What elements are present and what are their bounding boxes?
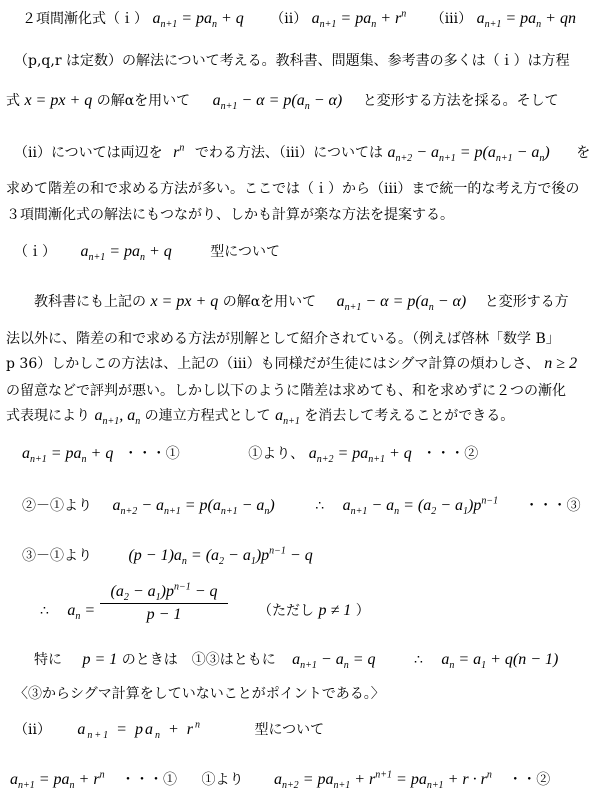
body-formula-eq: x = px + q xyxy=(150,293,219,310)
body-text-1a: 教科書にも上記の xyxy=(34,294,146,310)
section-i-label: （ｉ） xyxy=(14,244,56,260)
eq1-formula: $a_{n+1} = pa_n + q$ xyxy=(22,445,114,466)
formula-diff: $a_{n+2} - a_{n+1} = p(a_{n+1} - a_n)$ xyxy=(387,144,550,165)
equation-2 xyxy=(22,495,609,518)
intro-line-5 xyxy=(6,180,609,198)
ii-eq2-from: ①より xyxy=(201,772,244,788)
eq2-marker: ・・・② xyxy=(422,446,479,462)
eq3-formula: $a_{n+2} - a_{n+1} = p(a_{n+1} - a_n)$ xyxy=(112,497,275,518)
point-note xyxy=(14,685,609,703)
body-text-1b: の解αを用いて xyxy=(222,294,317,310)
intro-heading: ２項間漸化式（ｉ） xyxy=(22,11,148,27)
eq3-result: $a_{n+1} - a_n = (a_2 - a_1)p^{n-1}$ xyxy=(342,495,499,518)
eq5-note-end: ） xyxy=(355,603,370,619)
equation-3 xyxy=(22,545,609,568)
body-formula-transform: $a_{n+1} - \alpha = p(a_n - \alpha)$ xyxy=(336,293,467,314)
section-ii-label: （ii） xyxy=(14,722,51,738)
equation-1 xyxy=(22,445,609,466)
formula-transform: $a_{n+1} - \alpha = p(a_n - \alpha)$ xyxy=(212,92,343,113)
formula-iii: $a_{n+1} = pa_n$ + qn xyxy=(476,10,576,31)
eq6-text-b: のときは ①③はともに xyxy=(121,652,276,668)
body-text-3: p 36）しかしこの方法は、上記の（iii）も同様だが生徒にはシグマ計算の煩わしさ、 xyxy=(6,356,540,372)
eq5-fraction-bar xyxy=(100,603,228,604)
eq6-condition: p = 1 xyxy=(82,651,118,668)
section-i-heading xyxy=(14,243,609,264)
intro-line-1 xyxy=(22,8,609,31)
eq5-therefore: ∴ xyxy=(40,603,49,619)
body-text-1c: と変形する方 xyxy=(484,294,569,310)
body-formula-eliminate: $a_{n+1}$ xyxy=(275,407,300,428)
eq5-note-start: （ただし xyxy=(258,603,314,619)
intro-text-5: 求めて階差の和で求める方法が多い。ここでは（ｉ）から（iii）まで統一的な考え方で後の xyxy=(6,181,580,197)
eq1-marker: ・・・① xyxy=(123,446,180,462)
formula-eq-x: x = px + q xyxy=(24,92,93,109)
eq5-denominator: p − 1 xyxy=(146,606,182,623)
eq3-marker: ・・・③ xyxy=(524,498,581,514)
body-line-3 xyxy=(6,355,609,373)
formula-rn: $r^n$ xyxy=(173,142,185,161)
section-ii-formula: $a_{n+1} = pa_n + r^n$ xyxy=(77,719,202,742)
eq2-from: ①より、 xyxy=(248,446,305,462)
intro-text-4a: （ii）については両辺を xyxy=(14,145,163,161)
formula-ii: $a_{n+1} = pa_n + r^n$ xyxy=(311,8,407,31)
label-iii: （iii） xyxy=(430,11,473,27)
eq6-formula: $a_{n+1} - a_n = q$ xyxy=(292,651,376,672)
body-line-4 xyxy=(6,382,609,400)
section-ii-heading xyxy=(14,719,609,742)
ii-eq1-marker: ・・・① xyxy=(121,772,178,788)
body-line-1 xyxy=(34,293,609,314)
intro-line-4 xyxy=(14,142,609,165)
body-line-5 xyxy=(6,407,609,428)
body-text-5c: を消去して考えることができる。 xyxy=(304,408,515,424)
point-note-text: 〈③からシグマ計算をしていないことがポイントである。〉 xyxy=(14,686,385,702)
eq4-from: ③－①より xyxy=(22,548,92,564)
intro-text-4b: でわる方法、（iii）については xyxy=(194,145,383,161)
body-formula-n-ge-2: n ≥ 2 xyxy=(544,355,578,372)
label-ii: （ii） xyxy=(270,11,308,27)
body-text-4: の留意などで評判が悪い。しかし以下のように階差は求めても、和を求めずに２つの漸化 xyxy=(6,383,566,399)
intro-text-3c: と変形する方法を採る。そして xyxy=(362,93,559,109)
equation-4-note xyxy=(258,602,609,620)
eq2-formula: $a_{n+2} = pa_{n+1} + q$ xyxy=(308,445,412,466)
body-text-5a: 式表現により xyxy=(6,408,90,424)
body-line-2 xyxy=(6,330,609,348)
eq5-condition: p ≠ 1 xyxy=(318,602,352,619)
eq6-result: $a_n = a_1 + q(n - 1)$ xyxy=(441,651,559,672)
ii-eq1-formula: $a_{n+1} = pa_n + r^n$ xyxy=(10,769,105,792)
eq5-lhs: $a_n$ = xyxy=(67,602,96,623)
section-ii-type: 型について xyxy=(254,722,325,738)
body-text-2: 法以外に、階差の和で求める方法が別解として紹介されている。（例えば啓林「数学 B」 xyxy=(6,331,560,347)
eq4-formula: $(p - 1)a_n = (a_2 - a_1)p^{n-1} - q$ xyxy=(128,545,313,568)
body-text-5b: の連立方程式として xyxy=(144,408,271,424)
section-ii-equation xyxy=(10,769,609,792)
intro-line-6 xyxy=(6,206,609,224)
eq5-numerator: $(a_2 - a_1)p^{n-1} - q$ xyxy=(110,581,218,604)
intro-text-3a: 式 xyxy=(6,93,20,109)
intro-text-4c: を xyxy=(576,145,591,161)
intro-text-6: ３項間漸化式の解法にもつながり、しかも計算が楽な方法を提案する。 xyxy=(6,207,454,223)
ii-eq2-marker: ・・② xyxy=(508,772,551,788)
intro-text-3b: の解αを用いて xyxy=(96,93,191,109)
section-i-type: 型について xyxy=(210,244,280,260)
eq3-therefore: ∴ xyxy=(315,498,325,514)
section-i-formula: $a_{n+1} = pa_n + q$ xyxy=(80,243,172,264)
eq3-from: ②－①より xyxy=(22,498,92,514)
body-formula-vars: $a_{n+1}$, $a_n$ xyxy=(94,407,141,428)
eq6-therefore: ∴ xyxy=(413,652,423,668)
intro-text-2: （p,q,r は定数）の解法について考える。教科書、問題集、参考書の多くは（ｉ）は方程 xyxy=(14,53,570,69)
eq6-text-a: 特に xyxy=(34,652,62,668)
intro-line-2 xyxy=(14,52,609,70)
intro-line-3 xyxy=(6,92,609,113)
eq5-fraction xyxy=(100,583,228,624)
equation-5 xyxy=(34,651,609,672)
ii-eq2-formula: $a_{n+2} = pa_{n+1} + r^{n+1} = pa_{n+1} + r \cdot r^n$ xyxy=(273,769,492,792)
formula-i: $a_{n+1} = pa_n + q$ xyxy=(152,10,244,31)
